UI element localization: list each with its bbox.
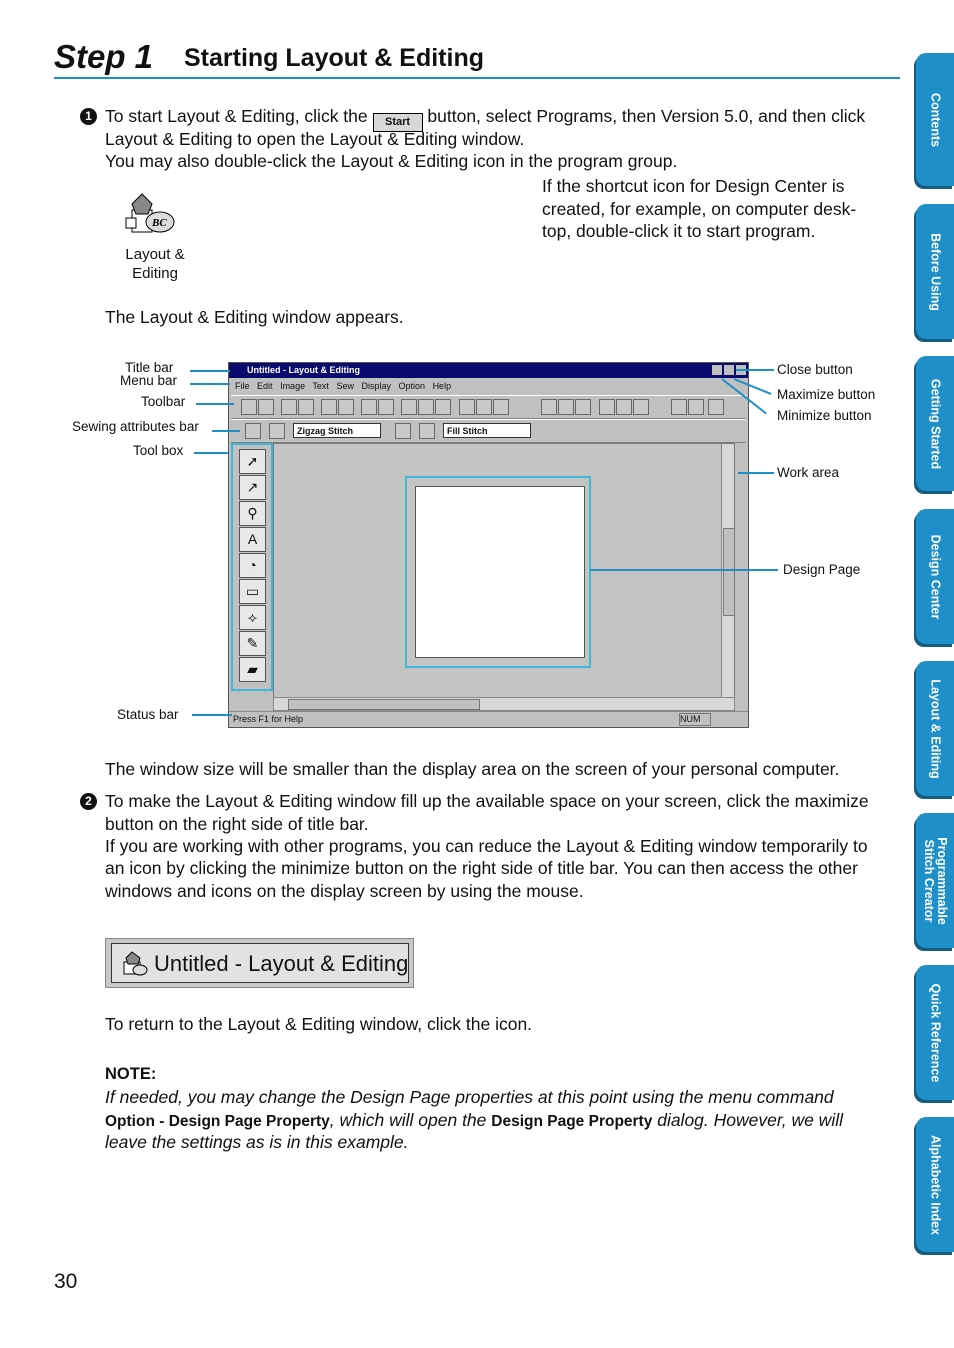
leader-sewing-attributes	[212, 430, 240, 432]
work-area	[273, 443, 735, 699]
stitch-icon	[599, 399, 615, 415]
note-cmd2: Design Page Property	[491, 1113, 653, 1130]
title-bar	[229, 363, 748, 378]
point-edit-tool-icon: ↗	[239, 475, 266, 500]
svg-text:BC: BC	[152, 217, 167, 229]
callout-minimize-button: Minimize button	[777, 408, 872, 423]
leader-work-area	[738, 472, 774, 474]
region-color-icon	[419, 423, 435, 439]
note-heading: NOTE:	[105, 1065, 157, 1083]
select-tool-icon: ➚	[239, 449, 266, 474]
note-line3: leave the settings as is in this example.	[105, 1132, 409, 1152]
zoom-tool-icon: ⚲	[239, 501, 266, 526]
leader-close-button	[736, 369, 774, 371]
grid-icon	[541, 399, 557, 415]
region-stitch-select	[443, 423, 531, 438]
vertical-scrollbar	[721, 444, 734, 698]
para2-line1: To make the Layout & Editing window fill up the available space on your screen, click the maximize	[105, 791, 869, 811]
toolbar	[231, 395, 746, 419]
icon-label-line1: Layout &	[125, 246, 185, 263]
write-icon	[688, 399, 704, 415]
menu-display: Display	[361, 381, 391, 391]
para1-line1-before: To start Layout & Editing, click the	[105, 106, 368, 126]
page-title: Starting Layout & Editing	[184, 44, 484, 72]
menu-image: Image	[280, 381, 306, 391]
note-cmd1: Option - Design Page Property	[105, 1113, 330, 1130]
header-rule	[54, 77, 900, 79]
leader-menu-bar	[190, 383, 230, 385]
help-icon	[708, 399, 724, 415]
leader-status-bar	[192, 714, 232, 716]
design-page-frame	[405, 476, 591, 668]
measure-tool-icon: ▰	[239, 657, 266, 682]
start-button-label: Start	[384, 116, 411, 128]
callout-title-bar: Title bar	[125, 360, 174, 375]
leader-title-bar	[190, 370, 230, 372]
callout-close-button: Close button	[777, 362, 853, 377]
para1-line1-after: button, select Programs, then Version 5.0, and then click	[427, 106, 866, 126]
para2-line3: If you are working with other programs, you can reduce the Layout & Editing window temporarily to	[105, 836, 868, 856]
card-icon	[671, 399, 687, 415]
redo-icon	[378, 399, 394, 415]
layout-editing-window-screenshot	[228, 362, 749, 728]
tab-contents[interactable]	[916, 53, 954, 186]
note-mid: , which will open the	[329, 1110, 492, 1130]
tab-quick-reference[interactable]	[916, 965, 954, 1100]
text-tool-icon: A	[239, 527, 266, 552]
sewing-attributes-bar	[231, 419, 746, 443]
minimized-title: Untitled - Layout & Editing	[154, 951, 409, 976]
horizontal-scroll-thumb	[288, 699, 480, 710]
para1-line2: Layout & Editing to open the Layout & Editing window.	[105, 129, 525, 149]
mirror-icon	[459, 399, 475, 415]
embroidery-machine-icon	[120, 950, 148, 978]
outline-tool-icon: ⟡	[239, 605, 266, 630]
arrange-icon	[575, 399, 591, 415]
para2-line2: button on the right side of title bar.	[105, 814, 369, 834]
callout-design-page: Design Page	[783, 562, 861, 577]
realistic-icon	[633, 399, 649, 415]
vertical-scroll-thumb	[723, 528, 735, 616]
region-stitch-value: Fill Stitch	[447, 426, 488, 436]
window-appears-text: The Layout & Editing window appears.	[105, 307, 404, 327]
preview-icon	[616, 399, 632, 415]
callout-menu-bar: Menu bar	[120, 373, 178, 388]
status-text: Press F1 for Help	[233, 714, 304, 724]
rotate-icon	[493, 399, 509, 415]
shortcut-note-2: created, for example, on computer desk-	[542, 199, 857, 219]
design-page	[415, 486, 585, 658]
layout-editing-program-icon	[118, 190, 192, 284]
minimize-button-icon	[712, 365, 722, 375]
tab-contents-label: Contents	[928, 92, 943, 147]
rectangle-tool-icon: ▭	[239, 579, 266, 604]
shortcut-note-1: If the shortcut icon for Design Center is	[542, 176, 845, 196]
tab-getting-started[interactable]	[916, 356, 954, 491]
tab-alphabetic-index-label: Alphabetic Index	[928, 1134, 943, 1235]
window-size-note: The window size will be smaller than the display area on the screen of your personal computer.	[105, 759, 840, 779]
tab-layout-editing[interactable]	[916, 661, 954, 796]
save-icon	[321, 399, 337, 415]
callout-sewing-attributes-bar: Sewing attributes bar	[72, 419, 199, 434]
para2-line5: windows and icons on the display screen by using the mouse.	[105, 881, 584, 901]
cut-icon	[401, 399, 417, 415]
minimized-window-button-image	[105, 938, 414, 988]
callout-tool-box: Tool box	[133, 443, 184, 458]
tab-programmable-stitch-creator-label: Programmable Stitch Creator	[922, 836, 949, 925]
menu-help: Help	[432, 381, 452, 391]
menu-sew: Sew	[336, 381, 354, 391]
import-icon	[281, 399, 297, 415]
undo-icon	[361, 399, 377, 415]
tab-design-center-label: Design Center	[928, 534, 943, 619]
note-line1: If needed, you may change the Design Page properties at this point using the menu command	[105, 1087, 834, 1107]
embroidery-machine-icon	[118, 190, 192, 240]
flip-icon	[476, 399, 492, 415]
tool-box	[231, 443, 273, 691]
menu-edit: Edit	[257, 381, 273, 391]
copy-icon	[418, 399, 434, 415]
clipart-icon	[298, 399, 314, 415]
tab-layout-editing-label: Layout & Editing	[928, 678, 943, 779]
leader-design-page	[590, 569, 778, 571]
circle-tool-icon: ◔	[239, 553, 266, 578]
tab-quick-reference-label: Quick Reference	[928, 983, 943, 1082]
shortcut-note-3: top, double-click it to start program.	[542, 221, 816, 241]
maximize-button-icon	[724, 365, 734, 375]
menu-option: Option	[398, 381, 426, 391]
step-label: Step 1	[54, 38, 154, 75]
line-stitch-value: Zigzag Stitch	[297, 426, 353, 436]
horizontal-scrollbar	[273, 697, 735, 711]
callout-maximize-button: Maximize button	[777, 387, 876, 402]
tab-getting-started-label: Getting Started	[928, 378, 943, 469]
tab-programmable-stitch-creator[interactable]	[916, 813, 954, 948]
status-bar	[229, 711, 748, 727]
line-color-icon	[269, 423, 285, 439]
new-icon	[241, 399, 257, 415]
save-as-icon	[338, 399, 354, 415]
callout-work-area: Work area	[777, 465, 840, 480]
note-after: dialog. However, we will	[652, 1110, 843, 1130]
callout-status-bar: Status bar	[117, 707, 179, 722]
status-num: NUM	[679, 713, 711, 726]
tab-design-center[interactable]	[916, 509, 954, 644]
return-note: To return to the Layout & Editing window, click the icon.	[105, 1014, 533, 1034]
tab-before-using[interactable]	[916, 204, 954, 339]
menu-bar	[229, 379, 748, 393]
region-sew-icon	[395, 423, 411, 439]
icon-label-line2: Editing	[132, 265, 178, 282]
line-stitch-select	[293, 423, 381, 438]
paste-icon	[435, 399, 451, 415]
para2-line4: an icon by clicking the minimize button on the right side of title bar. You can then access the other	[105, 858, 858, 878]
manual-punch-tool-icon: ✎	[239, 631, 266, 656]
line-sew-icon	[245, 423, 261, 439]
note-line2	[105, 1109, 843, 1134]
page-number: 30	[54, 1270, 78, 1293]
para1-line3: You may also double-click the Layout & Editing icon in the program group.	[105, 151, 678, 171]
open-icon	[258, 399, 274, 415]
callout-toolbar: Toolbar	[141, 394, 186, 409]
window-title: Untitled - Layout & Editing	[247, 365, 360, 375]
menu-text: Text	[312, 381, 329, 391]
leader-tool-box	[194, 452, 228, 454]
leader-toolbar	[196, 403, 234, 405]
step-number-2: 2	[80, 793, 97, 810]
tab-alphabetic-index[interactable]	[916, 1117, 954, 1252]
step-number-1: 1	[80, 108, 97, 125]
minimized-button-face	[111, 943, 409, 983]
menu-file: File	[235, 381, 250, 391]
align-icon	[558, 399, 574, 415]
tab-before-using-label: Before Using	[928, 232, 943, 311]
